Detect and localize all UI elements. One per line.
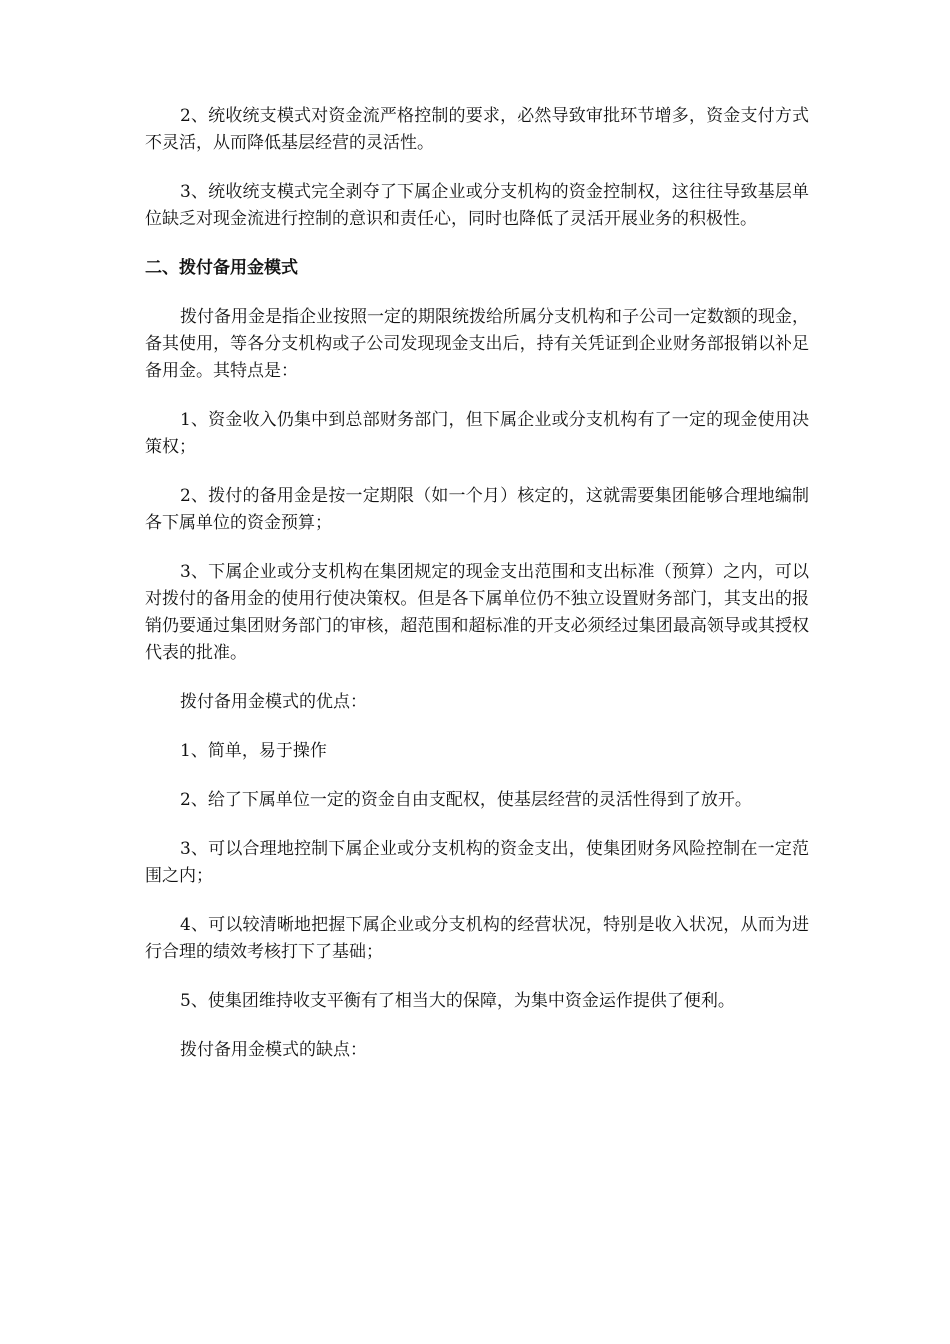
paragraph-advantage-1: 1、简单，易于操作 [180, 741, 327, 761]
paragraph-advantage-5: 5、使集团维持收支平衡有了相当大的保障，为集中资金运作提供了便利。 [180, 991, 735, 1011]
document-page [145, 103, 809, 1086]
paragraph-feature-3: 3、下属企业或分支机构在集团规定的现金支出范围和支出标准（预算）之内，可以对拨付的备用金的使用行使决策权。但是各下属单位仍不独立设置财务部门，其支出的报销仍要通过集团财务部门的审核，超范围和超标准的开支必须经过集团最高领导或其授权代表的批准。 [145, 562, 809, 663]
paragraph-feature-2: 2、拨付的备用金是按一定期限（如一个月）核定的，这就需要集团能够合理地编制各下属单位的资金预算； [145, 486, 809, 533]
paragraph-advantage-3: 3、可以合理地控制下属企业或分支机构的资金支出，使集团财务风险控制在一定范围之内； [145, 839, 809, 886]
paragraph-advantage-4: 4、可以较清晰地把握下属企业或分支机构的经营状况，特别是收入状况，从而为进行合理的绩效考核打下了基础； [145, 915, 809, 962]
paragraph-point-3-control: 3、统收统支模式完全剥夺了下属企业或分支机构的资金控制权，这往往导致基层单位缺乏对现金流进行控制的意识和责任心，同时也降低了灵活开展业务的积极性。 [145, 182, 809, 229]
paragraph-point-2-control: 2、统收统支模式对资金流严格控制的要求，必然导致审批环节增多，资金支付方式不灵活，从而降低基层经营的灵活性。 [145, 106, 809, 153]
paragraph-definition: 拨付备用金是指企业按照一定的期限统拨给所属分支机构和子公司一定数额的现金，备其使用，等各分支机构或子公司发现现金支出后，持有关凭证到企业财务部报销以补足备用金。其特点是： [145, 307, 809, 381]
section-heading: 二、拨付备用金模式 [145, 258, 298, 278]
paragraph-disadvantages-title: 拨付备用金模式的缺点： [180, 1040, 367, 1060]
paragraph-advantage-2: 2、给了下属单位一定的资金自由支配权，使基层经营的灵活性得到了放开。 [180, 790, 752, 810]
paragraph-feature-1: 1、资金收入仍集中到总部财务部门，但下属企业或分支机构有了一定的现金使用决策权； [145, 410, 809, 457]
paragraph-advantages-title: 拨付备用金模式的优点： [180, 692, 367, 712]
